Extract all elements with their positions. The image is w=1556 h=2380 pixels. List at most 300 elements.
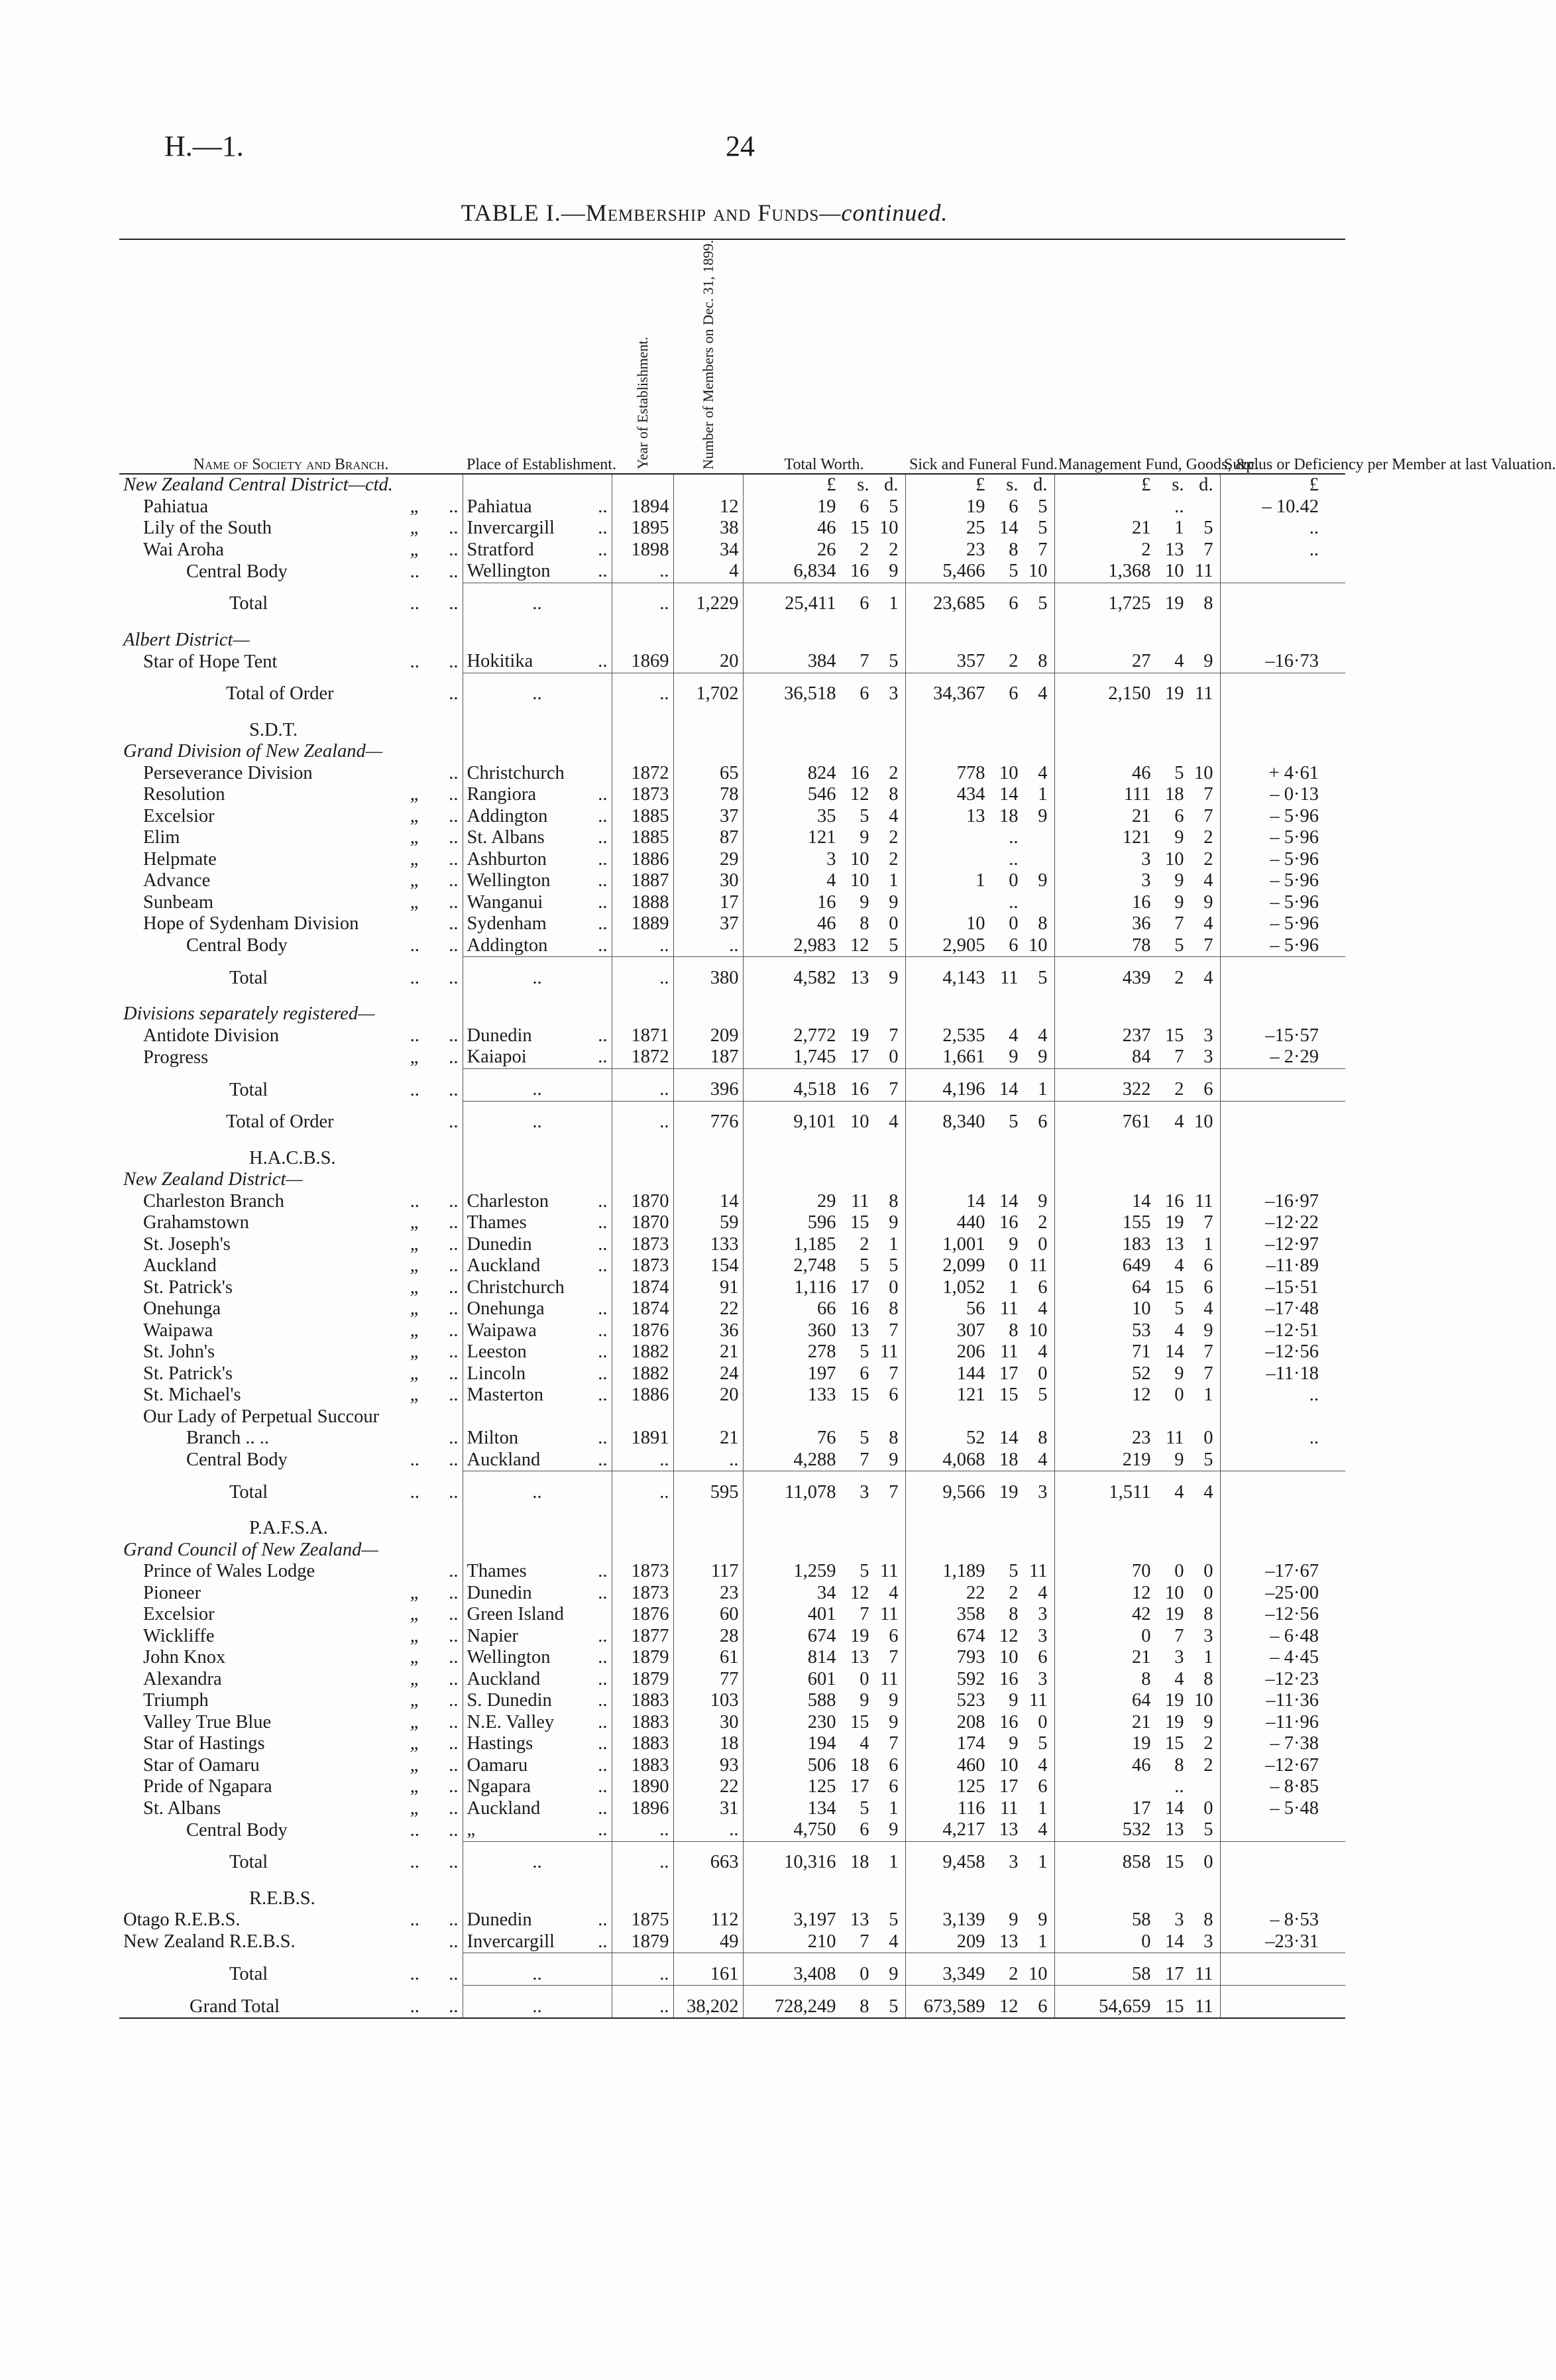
management-fund-cell-amount bbox=[1055, 1690, 1220, 1712]
total-worth-cell-amount bbox=[744, 1669, 905, 1691]
pounds: 824 bbox=[807, 762, 836, 783]
management-fund-cell-amount bbox=[1055, 1191, 1220, 1213]
society-name-cell bbox=[119, 1471, 463, 1504]
management-fund-cell bbox=[1054, 673, 1220, 705]
members-cell bbox=[673, 1047, 743, 1068]
management-fund-cell-amount bbox=[1055, 518, 1220, 539]
shillings: 8 bbox=[860, 913, 869, 935]
members-cell bbox=[673, 539, 743, 561]
year-cell bbox=[612, 1755, 673, 1777]
table-header-row bbox=[119, 239, 1345, 474]
management-fund-cell bbox=[1054, 1298, 1220, 1320]
shillings: .. bbox=[1009, 891, 1019, 913]
ditto-mark: „ bbox=[410, 891, 421, 913]
members-value: 595 bbox=[710, 1481, 739, 1502]
society-name: Wickliffe bbox=[143, 1625, 215, 1646]
table-row bbox=[119, 474, 1345, 496]
year-value: 1871 bbox=[631, 1025, 669, 1046]
sick-fund-cell-amount bbox=[906, 1931, 1054, 1953]
spacer-cell bbox=[1054, 615, 1220, 630]
management-fund-cell bbox=[1054, 1690, 1220, 1712]
pounds: 12 bbox=[1132, 1582, 1151, 1603]
table-row bbox=[119, 806, 1345, 828]
pounds: 601 bbox=[807, 1668, 836, 1689]
pounds: £ bbox=[975, 475, 985, 496]
management-fund-cell bbox=[1054, 1341, 1220, 1363]
society-name-cell bbox=[119, 1909, 463, 1931]
management-fund-cell-amount bbox=[1055, 1482, 1220, 1504]
leader-dots: .. bbox=[449, 1111, 459, 1133]
total-worth-cell bbox=[743, 1101, 905, 1133]
spacer-cell bbox=[1220, 989, 1345, 1003]
ditto-mark: „ bbox=[410, 1298, 421, 1320]
place-cell bbox=[463, 1068, 612, 1101]
society-name-wrap bbox=[123, 1540, 459, 1561]
members-cell bbox=[673, 1169, 743, 1191]
pence: 9 bbox=[889, 1963, 899, 1984]
total-worth-cell bbox=[743, 827, 905, 849]
spacer-cell bbox=[673, 1503, 743, 1518]
management-fund-cell-amount bbox=[1055, 784, 1220, 806]
leader-dots: .. bbox=[449, 1320, 459, 1341]
pounds bbox=[1072, 496, 1151, 518]
spacer-cell bbox=[743, 1503, 905, 1518]
shillings: 11 bbox=[1000, 1797, 1019, 1819]
year-cell bbox=[612, 1669, 673, 1691]
place-cell bbox=[463, 849, 612, 871]
sick-fund-cell bbox=[905, 1909, 1054, 1931]
place-dots: .. bbox=[598, 1909, 608, 1931]
place-cell bbox=[463, 1234, 612, 1256]
shillings: 15 bbox=[850, 518, 869, 539]
pence: 1 bbox=[1038, 1079, 1048, 1100]
sick-fund-cell-amount bbox=[906, 1191, 1054, 1213]
table-row bbox=[119, 1320, 1345, 1342]
management-fund-cell bbox=[1054, 1819, 1220, 1841]
year-cell bbox=[612, 1212, 673, 1234]
leader-dots: .. bbox=[449, 1341, 459, 1363]
surplus-value: –12·23 bbox=[1265, 1668, 1319, 1689]
members-cell bbox=[673, 1953, 743, 1986]
pence: 2 bbox=[889, 848, 899, 870]
society-name: Total of Order bbox=[226, 1111, 334, 1133]
spacer-cell bbox=[1220, 1133, 1345, 1148]
pounds: 29 bbox=[817, 1190, 836, 1212]
sick-fund-cell bbox=[905, 1428, 1054, 1449]
ditto-mark: „ bbox=[410, 1047, 421, 1068]
society-name-wrap bbox=[123, 892, 459, 914]
place-cell bbox=[463, 720, 612, 742]
sick-fund-cell-amount bbox=[906, 518, 1054, 539]
place-wrap bbox=[467, 1583, 608, 1605]
place-dots: .. bbox=[598, 1428, 608, 1449]
shillings: 13 bbox=[1165, 539, 1184, 560]
year-value: 1879 bbox=[631, 1647, 669, 1668]
year-value: 1874 bbox=[631, 1298, 669, 1320]
pence: 8 bbox=[889, 784, 899, 805]
management-fund-cell-amount bbox=[1055, 935, 1220, 957]
total-row bbox=[119, 673, 1345, 705]
society-name-cell bbox=[119, 1733, 463, 1755]
place-name: Wanganui bbox=[467, 891, 543, 913]
sick-fund-cell bbox=[905, 1212, 1054, 1234]
place-wrap bbox=[467, 1428, 608, 1449]
sick-fund-cell bbox=[905, 1953, 1054, 1986]
management-fund-cell-amount bbox=[1055, 1449, 1220, 1471]
shillings: 13 bbox=[850, 967, 869, 988]
pounds: 4,750 bbox=[793, 1819, 836, 1841]
place-cell bbox=[463, 935, 612, 957]
place-name: .. bbox=[532, 1996, 542, 2017]
pounds: 174 bbox=[956, 1733, 985, 1754]
pence: 0 bbox=[1038, 1711, 1048, 1732]
society-name: Waipawa bbox=[143, 1320, 213, 1341]
sick-fund-cell-amount bbox=[906, 849, 1054, 871]
sick-fund-cell bbox=[905, 673, 1054, 705]
total-worth-cell bbox=[743, 474, 905, 496]
table-row bbox=[119, 1148, 1345, 1170]
year-cell bbox=[612, 630, 673, 652]
year-cell bbox=[612, 1234, 673, 1256]
pence: 7 bbox=[889, 1481, 899, 1502]
year-cell bbox=[612, 1277, 673, 1299]
place-cell bbox=[463, 1626, 612, 1648]
place-name: Auckland bbox=[467, 1668, 541, 1689]
management-fund-cell-amount bbox=[1055, 1604, 1220, 1626]
society-name: Albert District— bbox=[123, 629, 250, 650]
pence: 11 bbox=[1029, 1690, 1048, 1711]
surplus-value: –11·96 bbox=[1266, 1711, 1319, 1732]
society-name-cell bbox=[119, 1449, 463, 1471]
pence: 7 bbox=[1203, 935, 1213, 956]
place-name: Christchurch bbox=[467, 762, 565, 783]
sick-fund-cell bbox=[905, 1047, 1054, 1068]
surplus-cell bbox=[1220, 1626, 1345, 1648]
leader-dots: .. bbox=[449, 1690, 459, 1711]
pounds: 58 bbox=[1132, 1963, 1151, 1984]
pence: 2 bbox=[1203, 827, 1213, 848]
spacer-cell bbox=[673, 615, 743, 630]
pence: 4 bbox=[889, 1582, 899, 1603]
pence: 11 bbox=[880, 1561, 899, 1582]
place-cell bbox=[463, 1169, 612, 1191]
management-fund-cell-amount bbox=[1055, 892, 1220, 914]
surplus-cell bbox=[1220, 1819, 1345, 1841]
year-value: 1874 bbox=[631, 1276, 669, 1298]
spacer-cell bbox=[743, 1133, 905, 1148]
pounds: 1,661 bbox=[942, 1047, 985, 1068]
pence: 7 bbox=[1203, 1363, 1213, 1384]
sick-fund-cell-amount bbox=[906, 1482, 1054, 1504]
membership-funds-table bbox=[119, 239, 1556, 2019]
pence: 0 bbox=[1203, 1797, 1213, 1819]
society-name-cell bbox=[119, 1712, 463, 1734]
surplus-value: .. bbox=[1309, 1385, 1319, 1406]
pounds: 4,143 bbox=[942, 967, 985, 988]
sick-fund-cell-amount bbox=[906, 1234, 1054, 1256]
pounds: 1,185 bbox=[793, 1233, 836, 1255]
caption-main: Membership and Funds bbox=[585, 199, 820, 226]
sick-fund-cell bbox=[905, 1341, 1054, 1363]
spacer-cell bbox=[1220, 615, 1345, 630]
surplus-cell bbox=[1220, 1068, 1345, 1101]
sick-fund-cell bbox=[905, 1320, 1054, 1342]
management-fund-cell-amount bbox=[1055, 1819, 1220, 1841]
place-dots: .. bbox=[598, 1561, 608, 1582]
year-cell bbox=[612, 1841, 673, 1874]
place-dots: .. bbox=[598, 1711, 608, 1732]
year-cell bbox=[612, 741, 673, 763]
surplus-cell bbox=[1220, 1776, 1345, 1798]
sick-fund-cell bbox=[905, 1025, 1054, 1047]
pounds: 23 bbox=[1132, 1428, 1151, 1449]
management-fund-cell-amount bbox=[1055, 827, 1220, 849]
total-worth-cell-amount bbox=[744, 1819, 905, 1841]
management-fund-cell-amount bbox=[1055, 539, 1220, 561]
pence: 11 bbox=[1195, 683, 1213, 705]
surplus-cell bbox=[1220, 1953, 1345, 1986]
place-wrap bbox=[467, 518, 608, 539]
management-fund-cell-amount bbox=[1055, 1298, 1220, 1320]
total-worth-cell-amount bbox=[744, 1626, 905, 1648]
year-cell bbox=[612, 518, 673, 539]
shillings: 18 bbox=[999, 1449, 1019, 1470]
place-cell bbox=[463, 518, 612, 539]
sick-fund-cell bbox=[905, 1776, 1054, 1798]
management-fund-cell bbox=[1054, 892, 1220, 914]
place-name: Dunedin bbox=[467, 1909, 532, 1931]
sick-fund-cell-amount bbox=[906, 1755, 1054, 1777]
pounds: 3,408 bbox=[793, 1963, 836, 1984]
society-name-wrap bbox=[123, 849, 459, 871]
pence: 0 bbox=[1038, 1233, 1048, 1255]
pounds: 133 bbox=[807, 1385, 836, 1406]
total-worth-cell bbox=[743, 1169, 905, 1191]
pence: 3 bbox=[1038, 1668, 1048, 1689]
members-cell bbox=[673, 1841, 743, 1874]
place-cell bbox=[463, 763, 612, 785]
management-fund-cell-amount bbox=[1055, 1852, 1220, 1874]
shillings: 2 bbox=[1009, 1582, 1019, 1603]
pounds: 144 bbox=[956, 1363, 985, 1384]
shillings: 4 bbox=[1009, 1025, 1019, 1046]
spacer-cell bbox=[1054, 989, 1220, 1003]
place-name: Pahiatua bbox=[467, 496, 532, 517]
management-fund-cell-amount bbox=[1055, 849, 1220, 871]
spacer-cell bbox=[1054, 1503, 1220, 1518]
surplus-cell bbox=[1220, 1583, 1345, 1605]
pence: 3 bbox=[1203, 1931, 1213, 1952]
members-cell bbox=[673, 1755, 743, 1777]
shillings: 19 bbox=[850, 1025, 869, 1046]
place-dots: .. bbox=[598, 1190, 608, 1212]
management-fund-cell-amount bbox=[1055, 1341, 1220, 1363]
shillings: 19 bbox=[1165, 683, 1184, 705]
place-cell bbox=[463, 1148, 612, 1170]
management-fund-cell-amount bbox=[1055, 651, 1220, 673]
management-fund-cell-amount bbox=[1055, 870, 1220, 892]
pence: 2 bbox=[1203, 1733, 1213, 1754]
shillings: 19 bbox=[1165, 593, 1184, 614]
year-cell bbox=[612, 1583, 673, 1605]
shillings: 17 bbox=[850, 1776, 869, 1797]
pounds: 2,748 bbox=[793, 1255, 836, 1276]
pence: 7 bbox=[889, 1647, 899, 1668]
management-fund-cell bbox=[1054, 957, 1220, 990]
pounds: 16 bbox=[1132, 891, 1151, 913]
surplus-cell bbox=[1220, 827, 1345, 849]
sick-fund-cell-amount bbox=[906, 1583, 1054, 1605]
place-dots: .. bbox=[598, 1212, 608, 1233]
society-name-wrap bbox=[123, 1385, 459, 1406]
management-fund-cell-amount bbox=[1055, 1428, 1220, 1449]
total-worth-cell bbox=[743, 1798, 905, 1820]
pence: 9 bbox=[889, 1819, 899, 1841]
pence: 1 bbox=[1038, 784, 1048, 805]
total-worth-cell-amount bbox=[744, 1079, 905, 1101]
total-worth-cell bbox=[743, 1819, 905, 1841]
society-name-wrap bbox=[123, 1909, 459, 1931]
pence: 9 bbox=[889, 1449, 899, 1470]
shillings: 7 bbox=[860, 1604, 869, 1625]
table-row bbox=[119, 1449, 1345, 1471]
management-fund-cell-amount bbox=[1055, 1647, 1220, 1669]
total-worth-cell bbox=[743, 784, 905, 806]
place-name: Green Island bbox=[467, 1604, 564, 1625]
sick-fund-cell bbox=[905, 784, 1054, 806]
sick-fund-cell-amount bbox=[906, 827, 1054, 849]
pounds: 3,349 bbox=[942, 1963, 985, 1984]
society-name-cell bbox=[119, 1931, 463, 1953]
year-value: 1885 bbox=[631, 827, 669, 848]
surplus-value: .. bbox=[1309, 539, 1319, 560]
place-cell bbox=[463, 1449, 612, 1471]
members-value: 60 bbox=[720, 1604, 739, 1625]
pence: 1 bbox=[1038, 1931, 1048, 1952]
management-fund-cell bbox=[1054, 1755, 1220, 1777]
sick-fund-cell-amount bbox=[906, 1669, 1054, 1691]
pence: 5 bbox=[1038, 518, 1048, 539]
shillings: 19 bbox=[1165, 1711, 1184, 1732]
members-cell bbox=[673, 673, 743, 705]
sick-fund-cell bbox=[905, 1234, 1054, 1256]
members-value: 91 bbox=[720, 1276, 739, 1298]
pence: 8 bbox=[1203, 593, 1213, 614]
society-name-wrap bbox=[123, 806, 459, 828]
society-name: Total bbox=[229, 1079, 268, 1100]
management-fund-cell bbox=[1054, 1471, 1220, 1504]
pence: 4 bbox=[1038, 1449, 1048, 1470]
table-row bbox=[119, 630, 1345, 652]
place-dots: .. bbox=[598, 1931, 608, 1952]
pounds: 35 bbox=[817, 805, 836, 826]
place-name: N.E. Valley bbox=[467, 1711, 555, 1732]
pounds: 46 bbox=[1132, 762, 1151, 783]
total-row bbox=[119, 1068, 1345, 1101]
total-worth-cell-amount bbox=[744, 1363, 905, 1385]
surplus-cell bbox=[1220, 1025, 1345, 1047]
society-name-wrap bbox=[123, 968, 459, 990]
year-cell bbox=[612, 1540, 673, 1561]
spacer-cell bbox=[612, 1874, 673, 1888]
pounds: 439 bbox=[1122, 967, 1151, 988]
pence: 2 bbox=[889, 762, 899, 783]
shillings: 0 bbox=[1009, 870, 1019, 891]
pence: 7 bbox=[1203, 1212, 1213, 1233]
pounds: 21 bbox=[1132, 805, 1151, 826]
pounds: 384 bbox=[807, 651, 836, 672]
year-cell bbox=[612, 539, 673, 561]
pounds: 64 bbox=[1132, 1276, 1151, 1298]
society-name-wrap bbox=[123, 827, 459, 849]
table-row bbox=[119, 913, 1345, 935]
society-name-cell bbox=[119, 1212, 463, 1234]
members-cell bbox=[673, 496, 743, 518]
year-value: 1886 bbox=[631, 848, 669, 870]
pence: 7 bbox=[889, 1363, 899, 1384]
total-worth-cell bbox=[743, 1385, 905, 1406]
society-name-wrap bbox=[123, 1191, 459, 1213]
year-cell bbox=[612, 1406, 673, 1428]
pounds: 523 bbox=[956, 1690, 985, 1711]
place-dots: .. bbox=[598, 651, 608, 672]
members-value: 36 bbox=[720, 1320, 739, 1341]
total-worth-cell-amount bbox=[744, 561, 905, 583]
pence: 3 bbox=[889, 683, 899, 705]
shillings: 9 bbox=[1009, 1047, 1019, 1068]
pence: 6 bbox=[1203, 1276, 1213, 1298]
sick-fund-cell-amount bbox=[906, 935, 1054, 957]
spacer-cell bbox=[119, 989, 463, 1003]
society-name-cell bbox=[119, 1669, 463, 1691]
society-name-wrap bbox=[123, 1255, 459, 1277]
year-value: 1883 bbox=[631, 1754, 669, 1776]
pence: 6 bbox=[1203, 1079, 1213, 1100]
pounds: 116 bbox=[957, 1797, 985, 1819]
society-name-wrap bbox=[123, 593, 459, 615]
surplus-cell bbox=[1220, 1449, 1345, 1471]
members-cell bbox=[673, 1363, 743, 1385]
surplus-cell bbox=[1220, 1518, 1345, 1540]
management-fund-cell-amount bbox=[1055, 1255, 1220, 1277]
pence: 4 bbox=[1038, 1298, 1048, 1320]
members-cell bbox=[673, 1449, 743, 1471]
place-cell bbox=[463, 827, 612, 849]
members-value: 38 bbox=[720, 518, 739, 539]
members-cell bbox=[673, 1888, 743, 1910]
total-worth-cell bbox=[743, 935, 905, 957]
members-value: 59 bbox=[720, 1212, 739, 1233]
shillings: 14 bbox=[999, 784, 1019, 805]
shillings: 9 bbox=[1009, 1233, 1019, 1255]
year-value: 1891 bbox=[631, 1428, 669, 1449]
society-name-cell bbox=[119, 1298, 463, 1320]
members-value: 24 bbox=[720, 1363, 739, 1384]
ditto-mark: „ bbox=[410, 1797, 421, 1819]
pounds: 46 bbox=[1132, 1754, 1151, 1776]
shillings: .. bbox=[1009, 827, 1019, 848]
members-value: 17 bbox=[720, 891, 739, 913]
members-cell bbox=[673, 1101, 743, 1133]
society-name: Central Body bbox=[186, 1449, 288, 1471]
shillings: 19 bbox=[1165, 1212, 1184, 1233]
pence: 10 bbox=[1028, 1963, 1048, 1984]
place-wrap bbox=[467, 1733, 608, 1755]
spacer-cell bbox=[612, 1503, 673, 1518]
society-name-wrap bbox=[123, 1931, 459, 1953]
sick-fund-cell bbox=[905, 474, 1054, 496]
total-worth-cell-amount bbox=[744, 1964, 905, 1986]
